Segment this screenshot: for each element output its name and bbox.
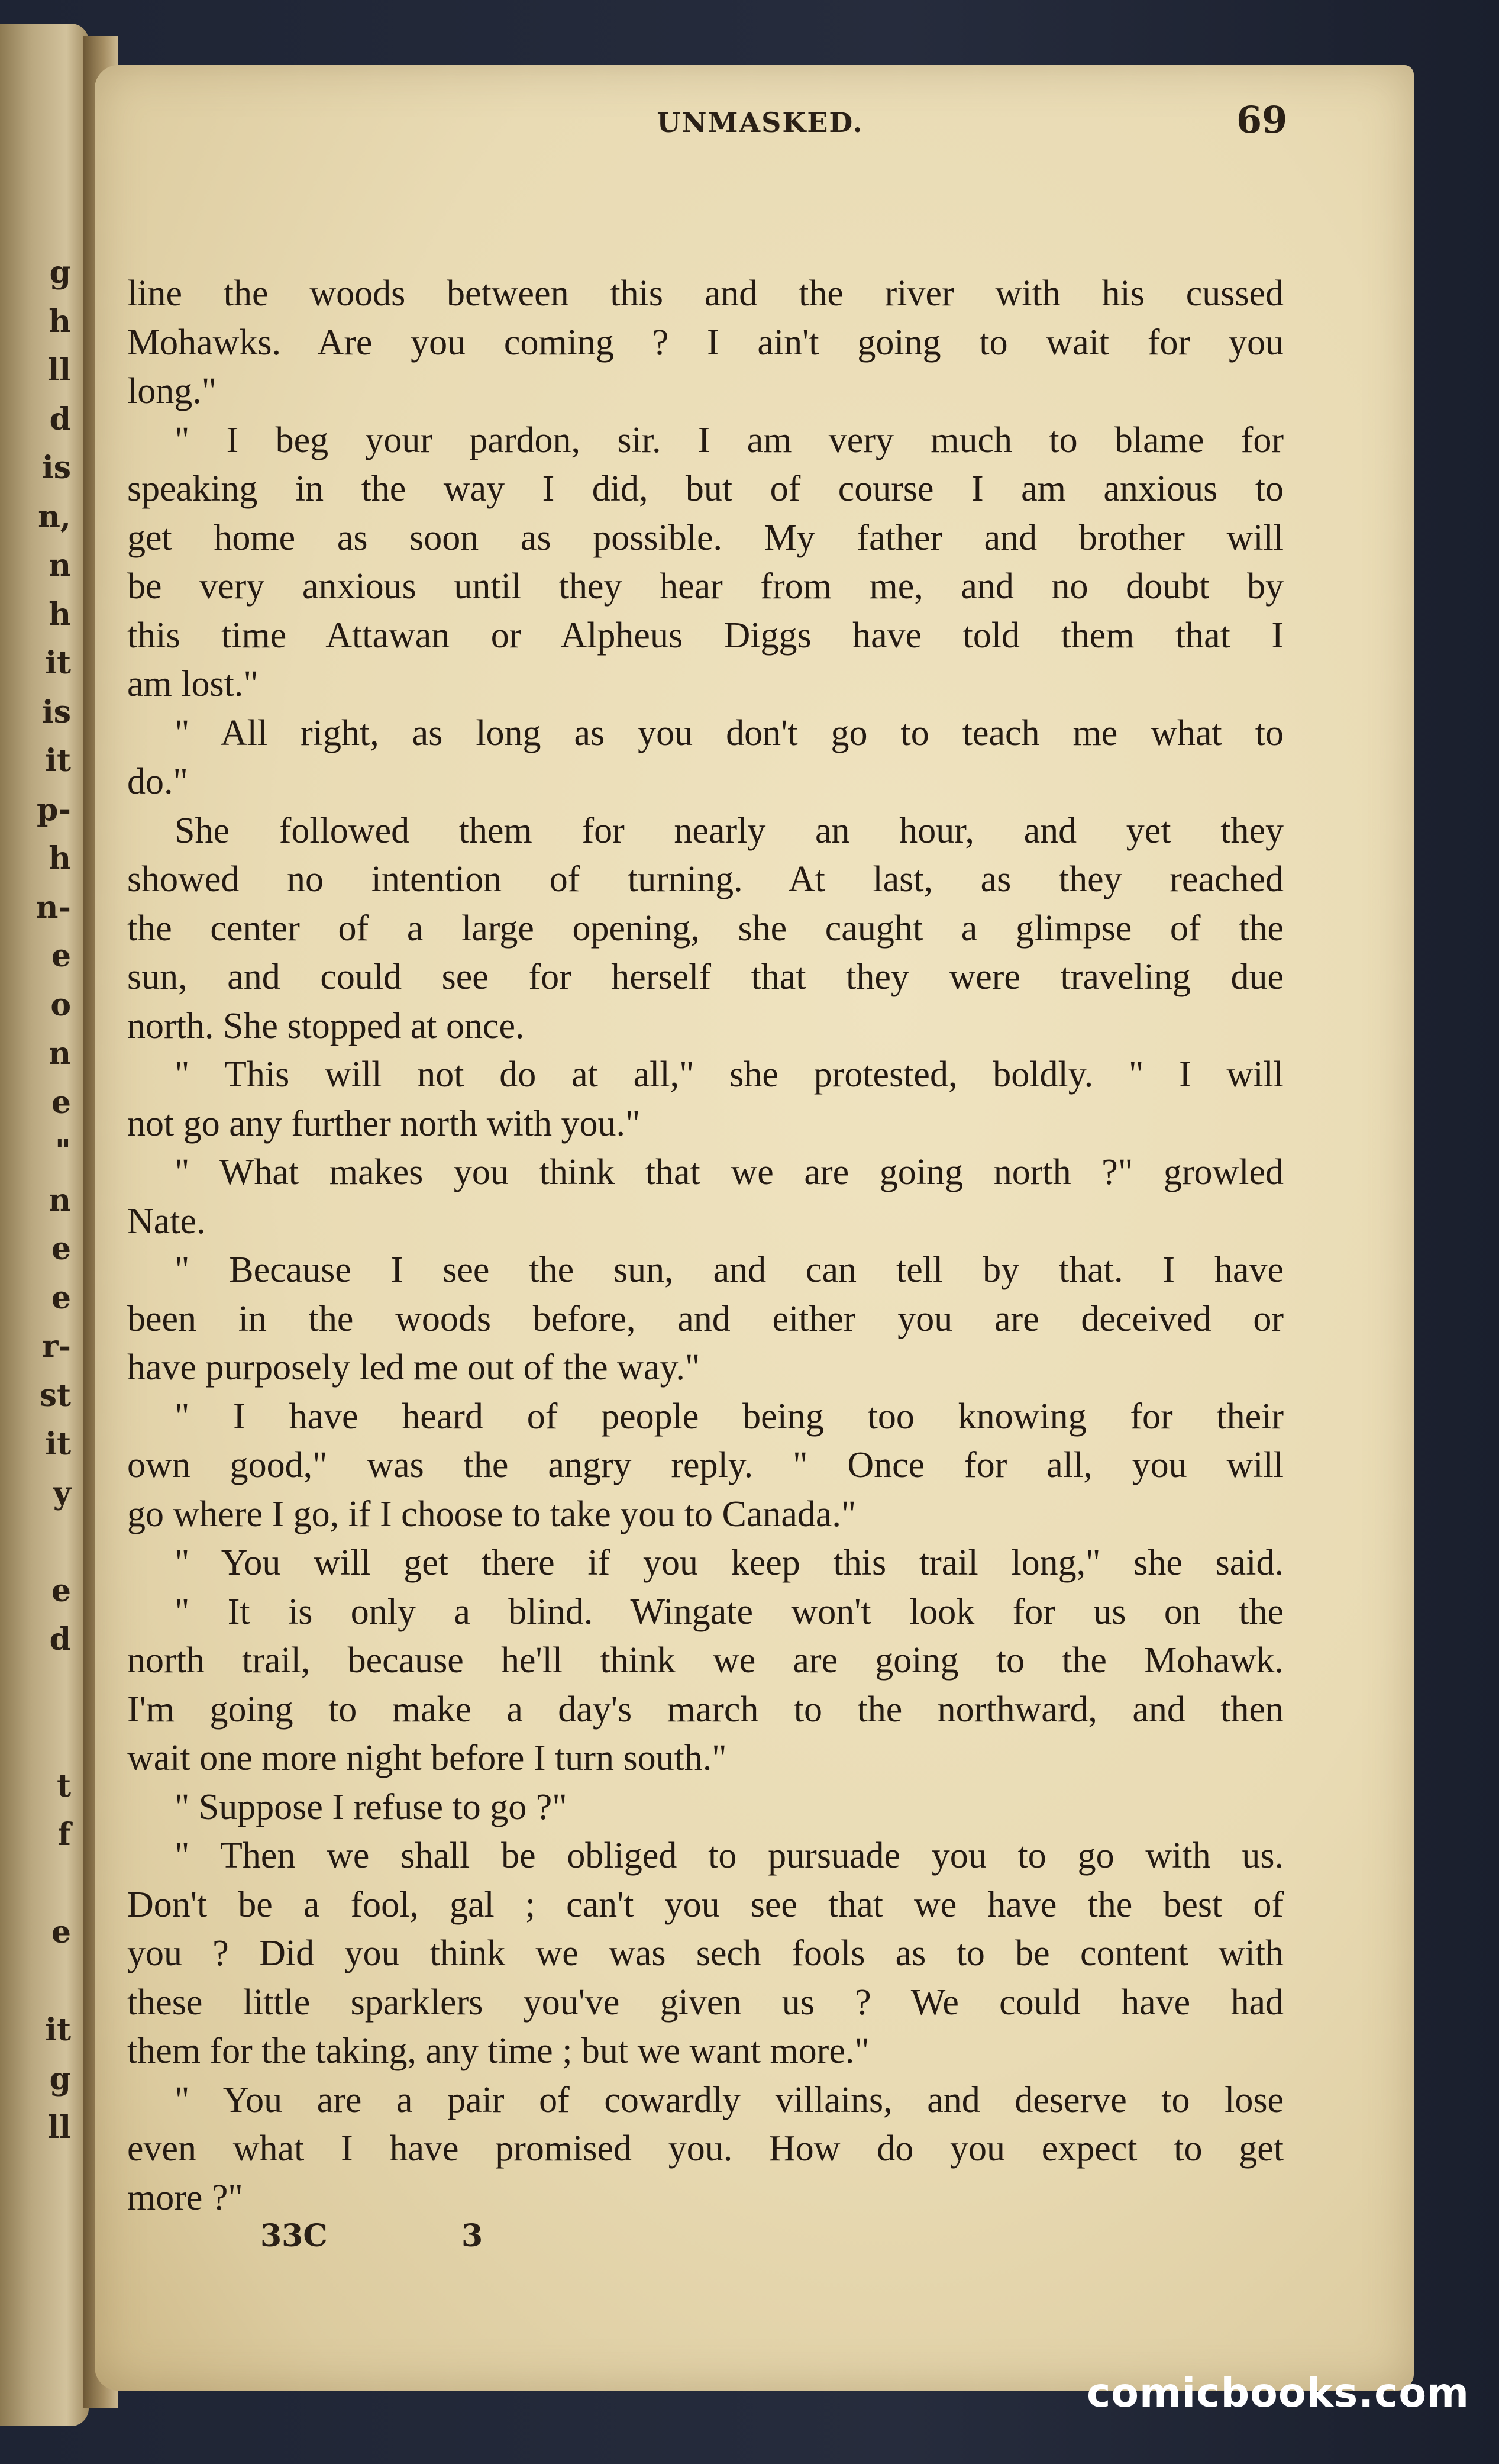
text-line: showed no intention of turning. At last, as they reached: [127, 859, 1284, 899]
previous-page-fragment: ll: [47, 2110, 71, 2146]
text-line: " Because I see the sun, and can tell by that. I have: [175, 1250, 1284, 1290]
text-line: even what I have promised you. How do you expect to get: [127, 2128, 1284, 2169]
text-line: I'm going to make a day's march to the northward, and then: [127, 1689, 1284, 1730]
previous-page-fragment: is: [41, 450, 71, 486]
text-line: get home as soon as possible. My father and brother will: [127, 517, 1284, 558]
previous-page-text-fragments: [0, 249, 71, 2153]
previous-page-fragment: [0, 1518, 71, 1567]
previous-page-fragment: e: [51, 1084, 71, 1121]
previous-page-fragment: h: [49, 840, 71, 876]
text-line: Nate.: [127, 1201, 206, 1241]
text-line: " You will get there if you keep this trail long," she said.: [175, 1543, 1284, 1583]
running-head-title: UNMASKED.: [657, 107, 864, 138]
text-line: own good," was the angry reply. " Once for all, you will: [127, 1445, 1284, 1485]
text-line: speaking in the way I did, but of course I am anxious to: [127, 469, 1284, 509]
text-line: north. She stopped at once.: [127, 1005, 525, 1046]
previous-page-fragment: y: [53, 1475, 71, 1511]
text-line: more ?": [127, 2177, 243, 2218]
previous-page-fragment: it: [45, 645, 71, 681]
text-line: wait one more night before I turn south.": [127, 1738, 727, 1778]
previous-page-fragment: n: [49, 1036, 71, 1072]
previous-page-fragment: d: [49, 401, 71, 437]
previous-page-fragment: o: [50, 986, 71, 1023]
text-line: Don't be a fool, gal ; can't you see that we have the best of: [127, 1884, 1284, 1925]
previous-page-fragment: h: [49, 303, 71, 340]
previous-page-fragment: e: [51, 1914, 71, 1950]
text-line: " Suppose I refuse to go ?": [175, 1786, 567, 1827]
text-line: been in the woods before, and either you are deceived or: [127, 1298, 1284, 1339]
text-line: am lost.": [127, 664, 259, 704]
text-line: these little sparklers you've given us ? We could have had: [127, 1982, 1284, 2023]
text-line: this time Attawan or Alpheus Diggs have told them that I: [127, 615, 1284, 656]
text-line: " All right, as long as you don't go to teach me what to: [175, 712, 1284, 753]
text-line: do.": [127, 762, 188, 802]
text-line: you ? Did you think we was sech fools as to be content with: [127, 1933, 1284, 1973]
text-line: sun, and could see for herself that they were traveling due: [127, 957, 1284, 997]
text-line: them for the taking, any time ; but we want more.": [127, 2031, 870, 2071]
previous-page-fragment: it: [45, 743, 71, 779]
previous-page-fragment: d: [49, 1621, 71, 1657]
previous-page-fragment: e: [51, 1572, 71, 1609]
previous-page-fragment: n: [49, 547, 71, 583]
text-line: " I beg your pardon, sir. I am very much to blame for: [175, 420, 1284, 460]
previous-page-fragment: r-: [42, 1328, 71, 1365]
text-line: She followed them for nearly an hour, and yet they: [175, 810, 1284, 851]
previous-page-fragment: n,: [38, 498, 71, 535]
text-line: " I have heard of people being too knowing for their: [175, 1396, 1284, 1437]
text-line: " This will not do at all," she protested, boldly. " I will: [175, 1054, 1284, 1095]
text-line: " You are a pair of cowardly villains, and deserve to lose: [175, 2079, 1284, 2120]
previous-page-fragment: st: [39, 1377, 71, 1414]
text-line: the center of a large opening, she caught a glimpse of the: [127, 908, 1284, 949]
previous-page-fragment: ll: [47, 352, 71, 388]
previous-page-fragment: f: [57, 1817, 71, 1853]
previous-page-fragment: e: [51, 1279, 71, 1316]
previous-page-fragment: it: [45, 1426, 71, 1462]
previous-page-fragment: [0, 1665, 71, 1714]
previous-page-fragment: is: [41, 694, 71, 730]
text-line: " It is only a blind. Wingate won't look for us on the: [175, 1591, 1284, 1632]
page-body-text: [127, 269, 1284, 2222]
text-line: not go any further north with you.": [127, 1103, 641, 1144]
previous-page-fragment: h: [49, 596, 71, 633]
text-line: have purposely led me out of the way.": [127, 1347, 700, 1388]
previous-page-fragment: t: [56, 1768, 71, 1804]
previous-page-fragment: [0, 1713, 71, 1762]
site-watermark: comicbooks.com: [1086, 2370, 1469, 2417]
text-line: line the woods between this and the river with his cussed: [127, 273, 1284, 314]
previous-page-edge: [0, 24, 89, 2426]
text-line: go where I go, if I choose to take you to Canada.": [127, 1494, 857, 1534]
text-line: be very anxious until they hear from me, and no doubt by: [127, 566, 1284, 607]
previous-page-fragment: n-: [35, 889, 71, 925]
text-line: Mohawks. Are you coming ? I ain't going to wait for you: [127, 322, 1284, 363]
previous-page-fragment: ": [54, 1133, 71, 1169]
signature-mark: 33C: [260, 2218, 328, 2254]
previous-page-fragment: e: [51, 938, 71, 974]
page-number: 69: [1236, 98, 1288, 141]
previous-page-fragment: it: [45, 2012, 71, 2048]
text-line: " Then we shall be obliged to pursuade you to go with us.: [175, 1836, 1284, 1876]
previous-page-fragment: g: [49, 254, 71, 291]
previous-page-fragment: [0, 1957, 71, 2007]
previous-page-fragment: [0, 1860, 71, 1909]
signature-number: 3: [461, 2218, 483, 2254]
previous-page-fragment: p-: [37, 791, 71, 828]
text-line: north trail, because he'll think we are going to the Mohawk.: [127, 1640, 1284, 1681]
text-line: " What makes you think that we are going north ?" growled: [175, 1152, 1284, 1192]
previous-page-fragment: e: [51, 1231, 71, 1267]
text-line: long.": [127, 371, 217, 411]
previous-page-fragment: n: [49, 1182, 71, 1218]
previous-page-fragment: g: [49, 2060, 71, 2097]
